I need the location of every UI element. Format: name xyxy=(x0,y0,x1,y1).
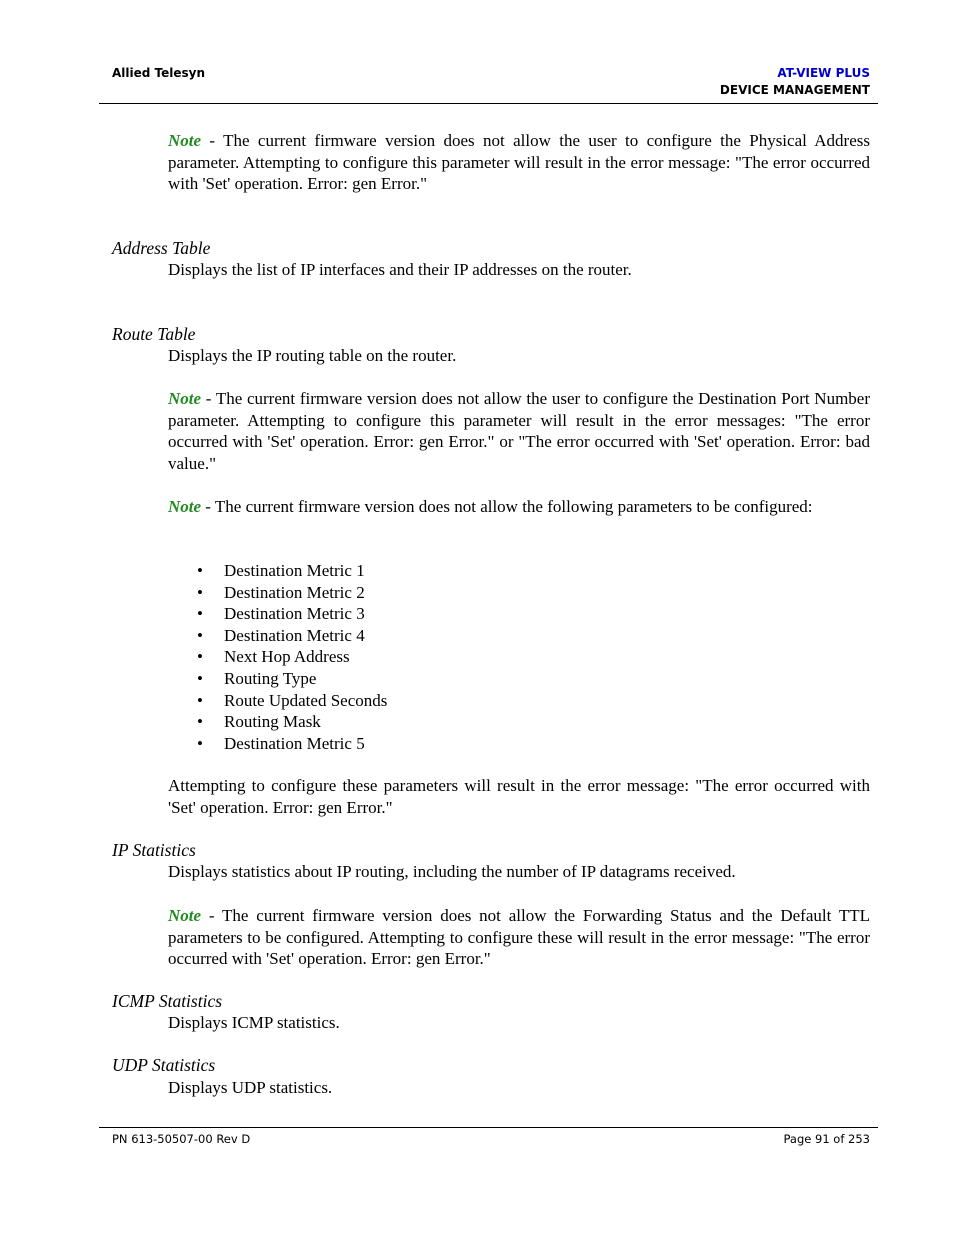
header-section: DEVICE MANAGEMENT xyxy=(719,83,870,97)
list-item-label: Destination Metric 4 xyxy=(224,625,365,645)
list-item xyxy=(168,733,387,755)
list-item-label: Routing Mask xyxy=(224,712,321,732)
param-list xyxy=(168,560,387,754)
list-item xyxy=(168,711,387,733)
bullet-icon: • xyxy=(197,604,203,624)
heading-udp-statistics: UDP Statistics xyxy=(112,1055,216,1075)
bullet-icon: • xyxy=(197,668,203,688)
header-product: AT-VIEW PLUS xyxy=(777,66,870,80)
heading-address-table: Address Table xyxy=(112,238,211,258)
desc-address-table: Displays the list of IP interfaces and their IP addresses on the router. xyxy=(168,260,632,279)
note-forwarding-status xyxy=(168,905,870,970)
desc-ip-statistics: Displays statistics about IP routing, including the number of IP datagrams received. xyxy=(168,862,736,881)
heading-icmp-statistics: ICMP Statistics xyxy=(112,991,223,1011)
list-item-label: Destination Metric 1 xyxy=(224,561,365,580)
list-item xyxy=(168,646,387,668)
list-item xyxy=(168,690,387,712)
note-label: Note xyxy=(168,389,202,408)
note-physical-address xyxy=(168,130,870,195)
list-item-label: Route Updated Seconds xyxy=(224,690,388,710)
bullet-icon: • xyxy=(197,561,203,580)
list-item xyxy=(168,603,387,625)
list-item xyxy=(168,560,387,582)
note-label: Note xyxy=(168,906,202,925)
bullet-icon: • xyxy=(197,647,203,667)
list-item xyxy=(168,668,387,690)
bullet-icon: • xyxy=(197,712,203,732)
list-item xyxy=(168,582,387,604)
bullet-icon: • xyxy=(197,625,203,645)
note-destination-port xyxy=(168,388,870,474)
list-item-label: Destination Metric 3 xyxy=(224,604,365,624)
note-label: Note xyxy=(168,497,202,516)
heading-ip-statistics: IP Statistics xyxy=(112,840,196,860)
list-item-label: Routing Type xyxy=(224,668,317,688)
note-unconfigurable-params xyxy=(168,496,870,518)
bullet-icon: • xyxy=(197,582,203,602)
list-item-label: Destination Metric 2 xyxy=(224,582,365,602)
header-rule xyxy=(99,103,878,104)
list-item-label: Destination Metric 5 xyxy=(224,733,365,753)
footer-rule xyxy=(99,1127,878,1128)
note-text: - The current firmware version does not allow the following parameters to be configured: xyxy=(201,497,813,516)
note-text: - The current firmware version does not allow the Forwarding Status and the Default TTL parameters to be configured. Attempting to configure these will result in the error message: "The error occurred with 'Set' operation. Error: gen Error." xyxy=(168,906,870,969)
heading-route-table: Route Table xyxy=(112,324,196,344)
bullet-icon: • xyxy=(197,690,203,710)
desc-route-table: Displays the IP routing table on the router. xyxy=(168,346,457,365)
note-text: - The current firmware version does not allow the user to configure the Destination Port Number parameter. Attempting to configure this parameter will result in the error messages: "The error occurred with 'Set' operation. Error: gen Error." or "The error occurred with 'Set' operation. Error: bad value." xyxy=(168,389,870,473)
params-error-text: Attempting to configure these parameters will result in the error message: "The error occurred with 'Set' operation. Error: gen Error." xyxy=(168,776,870,817)
note-label: Note xyxy=(168,131,202,150)
header-company: Allied Telesyn xyxy=(112,66,206,80)
desc-icmp-statistics: Displays ICMP statistics. xyxy=(168,1013,340,1032)
desc-udp-statistics: Displays UDP statistics. xyxy=(168,1078,333,1097)
footer-part-number: PN 613-50507-00 Rev D xyxy=(112,1132,251,1146)
list-item xyxy=(168,625,387,647)
list-item-label: Next Hop Address xyxy=(224,647,350,667)
footer-page-number: Page 91 of 253 xyxy=(783,1132,870,1146)
bullet-icon: • xyxy=(197,733,203,753)
note-text: - The current firmware version does not allow the user to configure the Physical Address parameter. Attempting to configure this parameter will result in the error message: "The error occurred with 'Set' operation. Error: gen Error." xyxy=(168,131,870,194)
